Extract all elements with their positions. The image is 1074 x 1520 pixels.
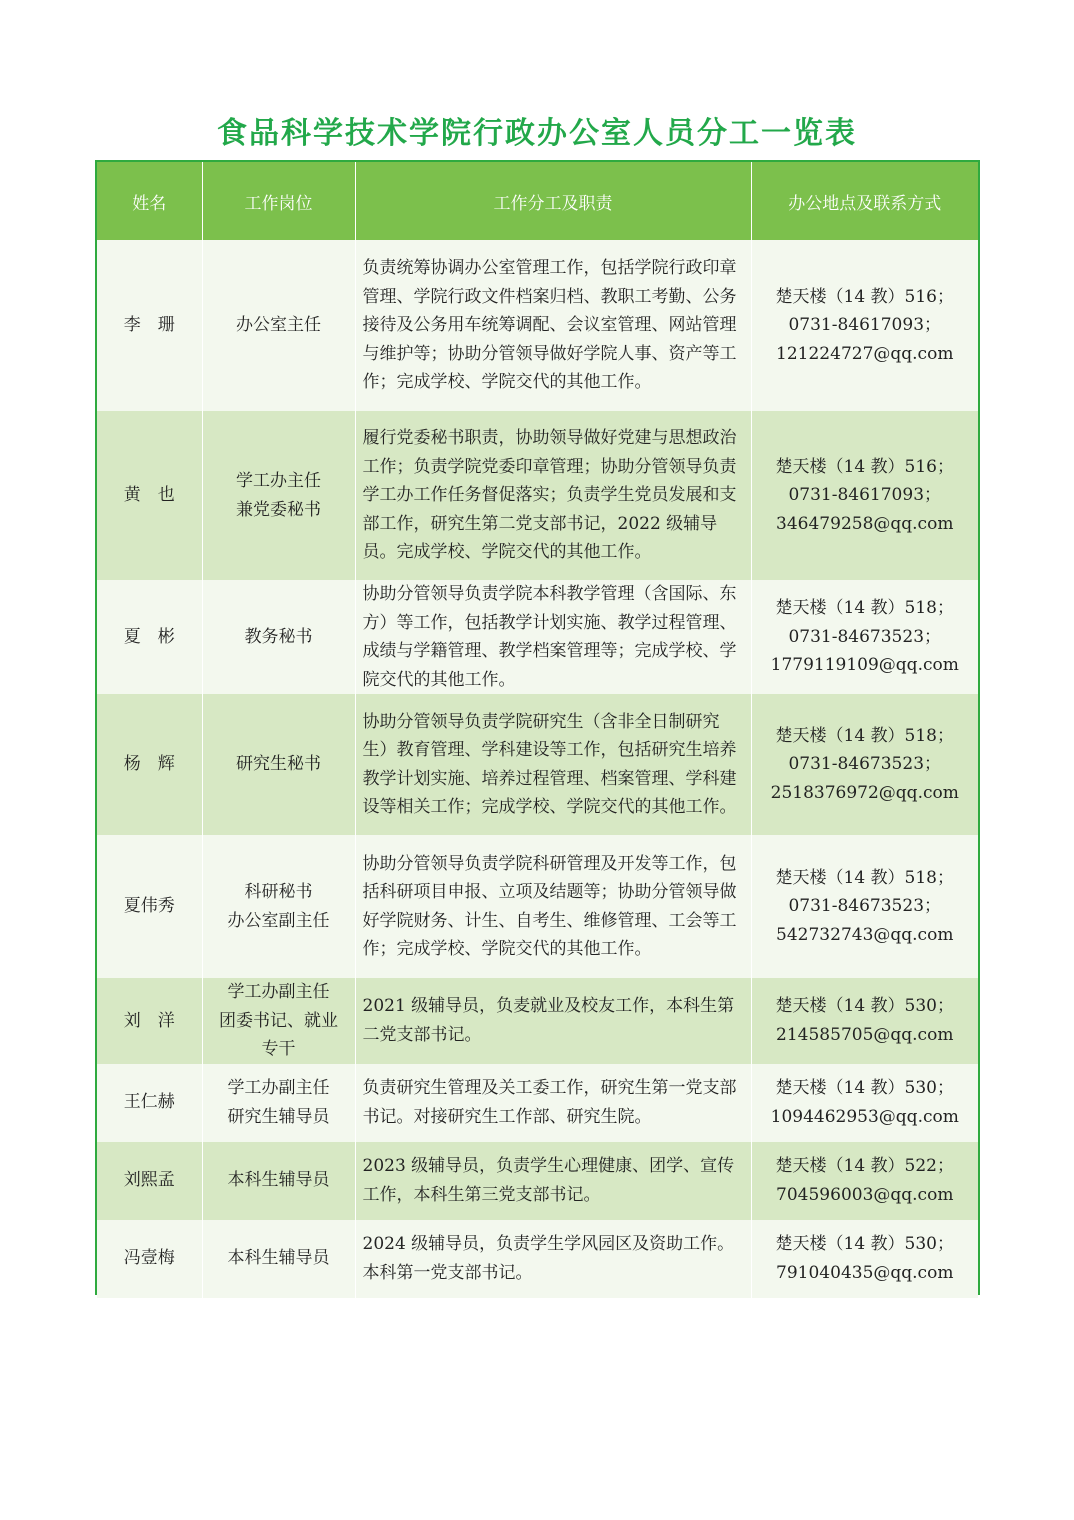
cell-duty: 负责统筹协调办公室管理工作，包括学院行政印章管理、学院行政文件档案归档、教职工考勤、公务接待及公务用车统筹调配、会议室管理、网站管理与维护等；协助分管领导做好学院人事、资产等工作；完成学校、学院交代的其他工作。 xyxy=(355,240,751,411)
position-line: 研究生辅导员 xyxy=(227,1106,330,1127)
page-title: 食品科学技术学院行政办公室人员分工一览表 xyxy=(217,116,857,151)
cell-contact xyxy=(751,694,978,835)
header-duty: 工作分工及职责 xyxy=(355,162,751,240)
contact-line: 楚天楼（14 教）518； xyxy=(775,725,954,746)
contact-line: 121224727@qq.com xyxy=(776,343,954,364)
cell-name: 冯壹梅 xyxy=(97,1220,202,1298)
cell-contact xyxy=(751,978,978,1064)
contact-line: 0731-84617093； xyxy=(788,485,942,506)
contact-line: 楚天楼（14 教）530； xyxy=(775,996,954,1017)
position-line: 学工办副主任 xyxy=(227,1078,330,1098)
table-row xyxy=(97,1220,978,1298)
cell-contact xyxy=(751,1220,978,1298)
contact-line: 0731-84617093； xyxy=(788,315,942,336)
contact-line: 1779119109@qq.com xyxy=(770,655,959,676)
position-line: 专干 xyxy=(261,1039,296,1059)
contact-line: 0731-84673523； xyxy=(788,626,942,647)
contact-line: 542732743@qq.com xyxy=(776,924,954,945)
cell-position xyxy=(202,1220,355,1298)
position-line: 学工办副主任 xyxy=(227,982,330,1002)
table-row xyxy=(97,580,978,694)
position-line: 办公室副主任 xyxy=(227,910,330,931)
cell-duty: 2024 级辅导员，负责学生学风园区及资助工作。本科第一党支部书记。 xyxy=(355,1220,751,1298)
cell-name: 王仁赫 xyxy=(97,1064,202,1142)
table-row xyxy=(97,1064,978,1142)
position-line: 兼党委秘书 xyxy=(236,499,321,520)
contact-line: 704596003@qq.com xyxy=(776,1184,954,1205)
header-position: 工作岗位 xyxy=(202,162,355,240)
contact-line: 791040435@qq.com xyxy=(776,1262,954,1283)
cell-position xyxy=(202,694,355,835)
cell-name: 夏 彬 xyxy=(97,580,202,694)
cell-duty: 履行党委秘书职责，协助领导做好党建与思想政治工作；负责学院党委印章管理；协助分管领导负责学工办工作任务督促落实；负责学生党员发展和支部工作，研究生第二党支部书记，2022 级辅导员。完成学校、学院交代的其他工作。 xyxy=(355,411,751,580)
position-line: 教务秘书 xyxy=(244,626,313,647)
cell-position xyxy=(202,411,355,580)
table-row xyxy=(97,1142,978,1220)
cell-position xyxy=(202,1064,355,1142)
cell-name: 李 珊 xyxy=(97,240,202,411)
position-line: 科研秘书 xyxy=(244,882,313,902)
contact-line: 楚天楼（14 教）530； xyxy=(775,1234,954,1254)
cell-name: 刘熙孟 xyxy=(97,1142,202,1220)
position-line: 研究生秘书 xyxy=(236,754,321,775)
table-row xyxy=(97,694,978,835)
position-line: 学工办主任 xyxy=(236,471,321,491)
table-row xyxy=(97,411,978,580)
contact-line: 346479258@qq.com xyxy=(776,513,954,534)
contact-line: 0731-84673523； xyxy=(788,754,942,775)
table-row xyxy=(97,835,978,978)
contact-line: 2518376972@qq.com xyxy=(770,782,959,803)
cell-contact xyxy=(751,835,978,978)
contact-line: 0731-84673523； xyxy=(788,896,942,917)
cell-duty: 协助分管领导负责学院研究生（含非全日制研究生）教育管理、学科建设等工作，包括研究生培养教学计划实施、培养过程管理、档案管理、学科建设等相关工作；完成学校、学院交代的其他工作。 xyxy=(355,694,751,835)
header-name: 姓名 xyxy=(97,162,202,240)
cell-name: 杨 辉 xyxy=(97,694,202,835)
contact-line: 楚天楼（14 教）518； xyxy=(775,598,954,619)
cell-duty: 2021 级辅导员，负麦就业及校友工作，本科生第二党支部书记。 xyxy=(355,978,751,1064)
cell-position xyxy=(202,1142,355,1220)
cell-name: 夏伟秀 xyxy=(97,835,202,978)
header-contact: 办公地点及联系方式 xyxy=(751,162,978,240)
cell-duty: 协助分管领导负责学院科研管理及开发等工作，包括科研项目申报、立项及结题等；协助分管领导做好学院财务、计生、自考生、维修管理、工会等工作；完成学校、学院交代的其他工作。 xyxy=(355,835,751,978)
table-row xyxy=(97,978,978,1064)
contact-line: 楚天楼（14 教）530； xyxy=(775,1078,954,1098)
position-line: 本科生辅导员 xyxy=(227,1248,330,1269)
contact-line: 楚天楼（14 教）516； xyxy=(775,286,954,307)
cell-contact xyxy=(751,1064,978,1142)
cell-position xyxy=(202,835,355,978)
cell-contact xyxy=(751,411,978,580)
position-line: 本科生辅导员 xyxy=(227,1170,330,1191)
cell-contact xyxy=(751,240,978,411)
cell-contact xyxy=(751,580,978,694)
contact-line: 1094462953@qq.com xyxy=(770,1106,959,1127)
table-row xyxy=(97,240,978,411)
cell-duty: 2023 级辅导员，负责学生心理健康、团学、宣传工作，本科生第三党支部书记。 xyxy=(355,1142,751,1220)
cell-position xyxy=(202,580,355,694)
position-line: 团委书记、就业 xyxy=(219,1010,338,1031)
contact-line: 楚天楼（14 教）522； xyxy=(775,1156,954,1176)
cell-position xyxy=(202,240,355,411)
cell-duty: 协助分管领导负责学院本科教学管理（含国际、东方）等工作，包括教学计划实施、教学过程管理、成绩与学籍管理、教学档案管理等；完成学校、学院交代的其他工作。 xyxy=(355,580,751,694)
contact-line: 楚天楼（14 教）518； xyxy=(775,867,954,888)
position-line: 办公室主任 xyxy=(236,315,321,336)
staff-table xyxy=(95,160,980,1295)
cell-contact xyxy=(751,1142,978,1220)
contact-line: 楚天楼（14 教）516； xyxy=(775,456,954,477)
table-header-row xyxy=(97,162,978,240)
cell-name: 刘 洋 xyxy=(97,978,202,1064)
cell-duty: 负责研究生管理及关工委工作，研究生第一党支部书记。对接研究生工作部、研究生院。 xyxy=(355,1064,751,1142)
cell-position xyxy=(202,978,355,1064)
contact-line: 214585705@qq.com xyxy=(776,1024,954,1045)
cell-name: 黄 也 xyxy=(97,411,202,580)
